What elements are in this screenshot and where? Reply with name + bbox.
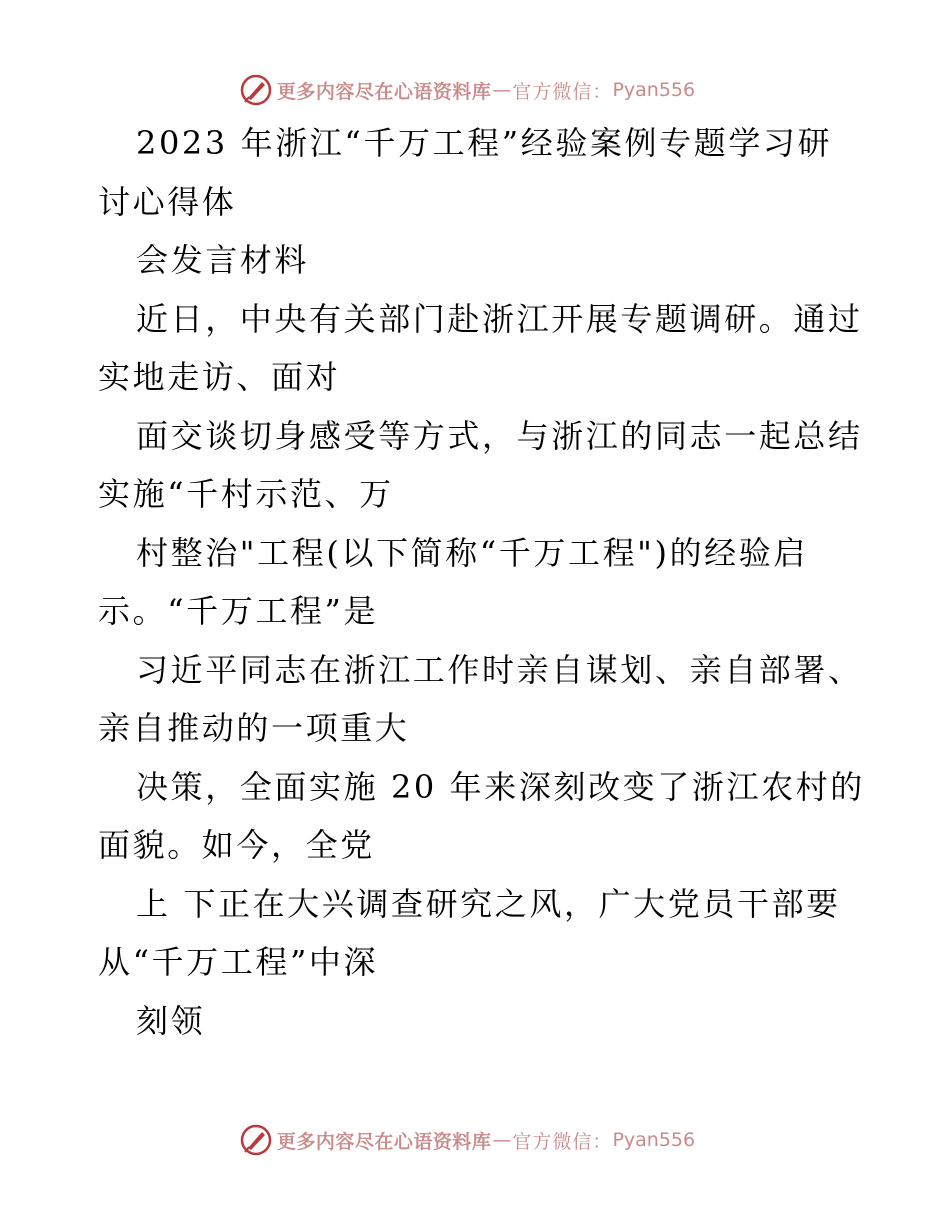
watermark-separator: — bbox=[492, 79, 512, 101]
subtitle-line: 会发言材料 bbox=[136, 241, 310, 279]
title-line: 2023 年浙江“千万工程”经验案例专题学习研 bbox=[136, 124, 833, 162]
text-line: 亲自推动的一项重大 bbox=[98, 709, 410, 747]
text-line: 面貌。如今，全党 bbox=[98, 826, 375, 864]
watermark-group bbox=[239, 73, 695, 107]
text-line: 面交谈切身感受等方式，与浙江的同志一起总结 bbox=[136, 416, 863, 455]
footer-watermark bbox=[0, 1120, 950, 1160]
watermark-wechat-label: 官方微信： bbox=[512, 80, 613, 103]
quill-logo-icon bbox=[239, 73, 273, 107]
header-watermark bbox=[0, 70, 950, 110]
text-line: 刻领 bbox=[136, 1001, 206, 1040]
watermark-text: 更多内容尽在心语资料库 bbox=[276, 80, 492, 103]
watermark-text: 更多内容尽在心语资料库 bbox=[276, 1130, 492, 1153]
watermark-separator: — bbox=[492, 1129, 512, 1151]
quill-logo-icon bbox=[239, 1123, 273, 1157]
text-line: 示。“千万工程”是 bbox=[98, 592, 379, 630]
watermark-wechat-id: Pyan556 bbox=[612, 1129, 696, 1151]
text-line: 近日，中央有关部门赴浙江开展专题调研。通过 bbox=[136, 299, 863, 338]
document-body bbox=[98, 114, 898, 1050]
watermark-wechat-label: 官方微信： bbox=[512, 1130, 613, 1153]
text-line: 从“千万工程”中深 bbox=[98, 943, 379, 981]
watermark-wechat-id: Pyan556 bbox=[612, 79, 696, 101]
text-line: 决策，全面实施 20 年来深刻改变了浙江农村的 bbox=[136, 767, 865, 806]
text-line: 村整治"工程(以下简称“千万工程")的经验启 bbox=[136, 533, 808, 572]
text-line: 上 下正在大兴调查研究之风，广大党员干部要 bbox=[136, 884, 841, 923]
watermark-group bbox=[239, 1123, 695, 1157]
text-line: 习近平同志在浙江工作时亲自谋划、亲自部署、 bbox=[136, 650, 863, 689]
text-line: 实地走访、面对 bbox=[98, 358, 341, 396]
title-line: 讨心得体 bbox=[98, 182, 237, 221]
text-line: 实施“千村示范、万 bbox=[98, 475, 394, 513]
